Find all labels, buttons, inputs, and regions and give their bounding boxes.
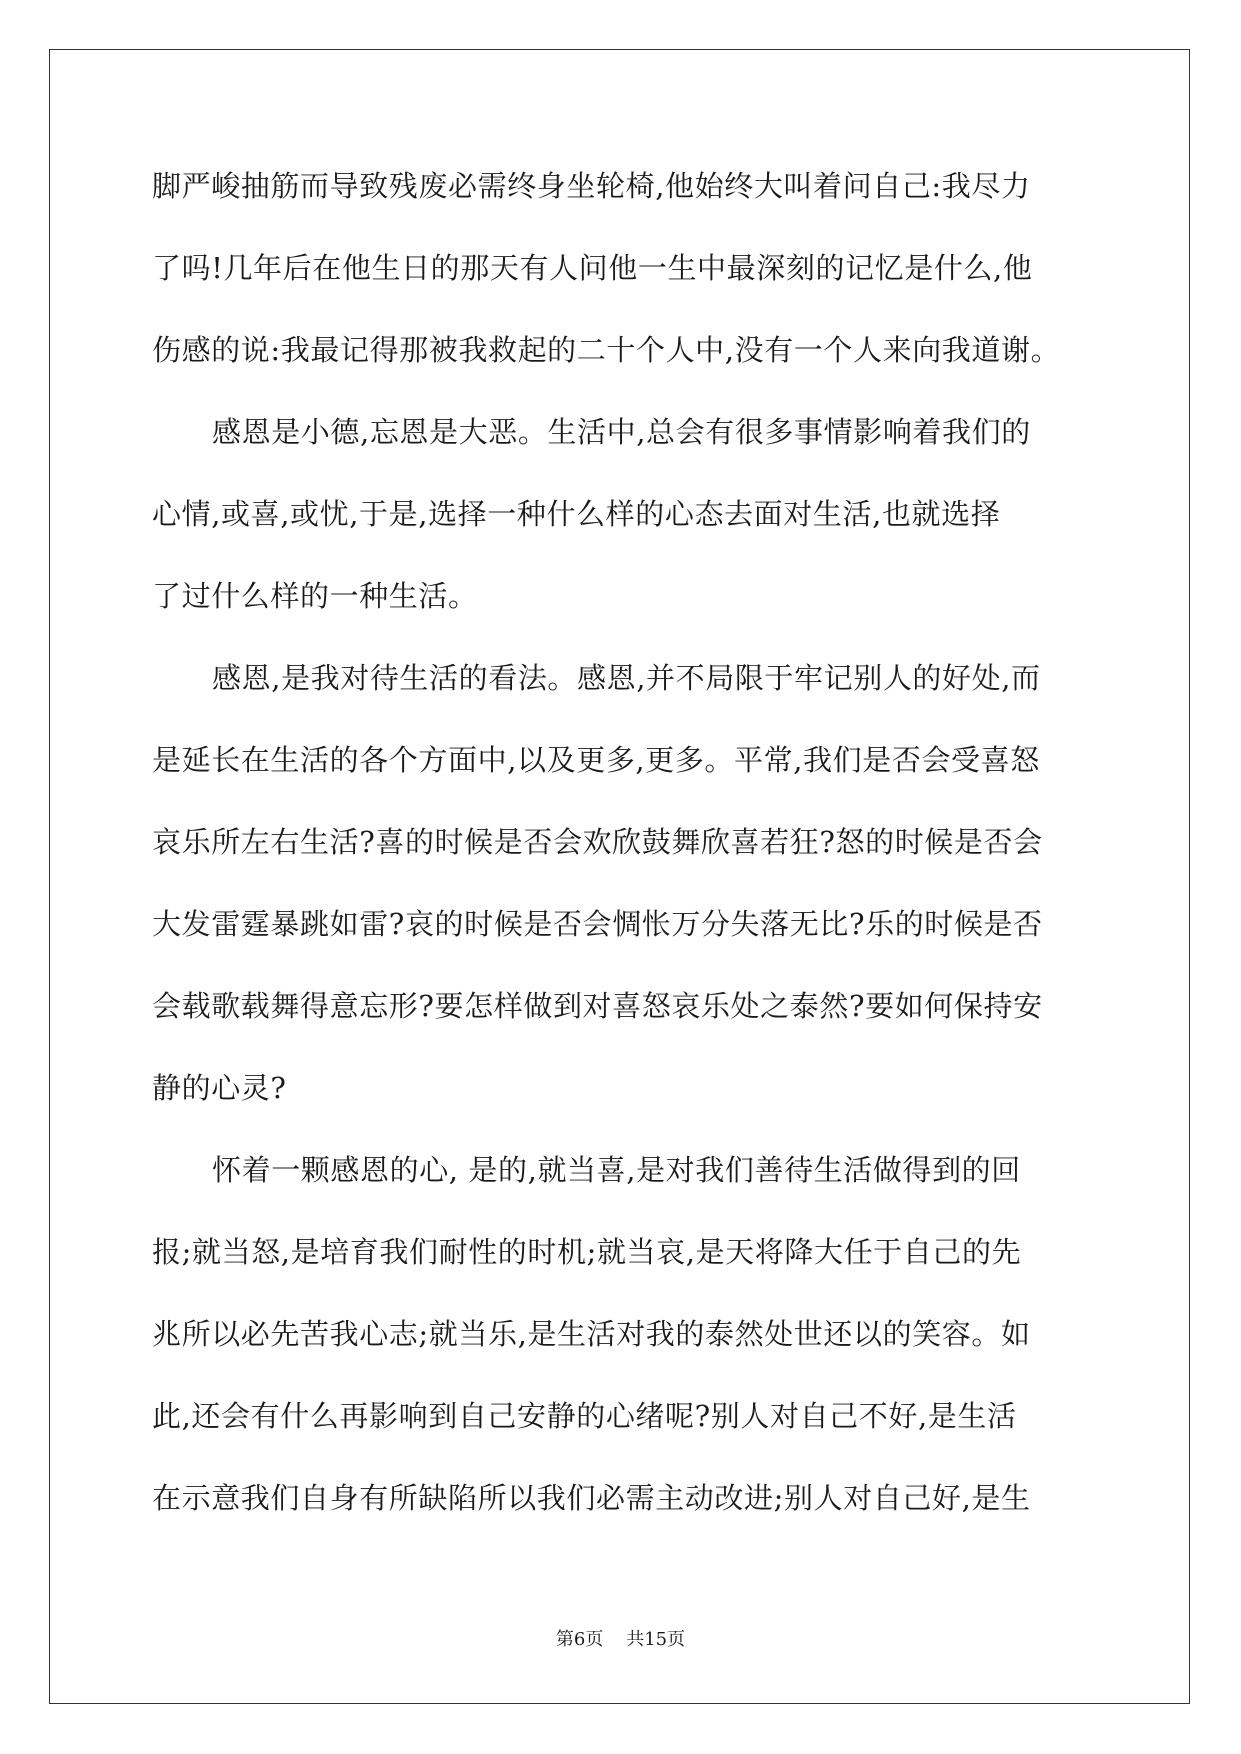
text-line: 是延长在生活的各个方面中,以及更多,更多。平常,我们是否会受喜怒 [152,743,1040,777]
text-line: 报;就当怒,是培育我们耐性的时机;就当哀,是天将降大任于自己的先 [152,1235,1022,1269]
text-line: 了过什么样的一种生活。 [152,579,478,613]
text-line: 此,还会有什么再影响到自己安静的心绪呢?别人对自己不好,是生活 [152,1399,1017,1433]
text-line: 大发雷霆暴跳如雷?哀的时候是否会惆怅万分失落无比?乐的时候是否 [152,907,1043,941]
text-line: 静的心灵? [152,1071,287,1105]
text-line: 兆所以必先苦我心志;就当乐,是生活对我的泰然处世还以的笑容。如 [152,1317,1031,1351]
text-line: 哀乐所左右生活?喜的时候是否会欢欣鼓舞欣喜若狂?怒的时候是否会 [152,825,1043,859]
page-total: 共15页 [626,1629,686,1650]
text-line: 脚严峻抽筋而导致残废必需终身坐轮椅,他始终大叫着问自己:我尽力 [152,169,1031,203]
document-body [152,160,1092,1554]
text-line: 伤感的说:我最记得那被我救起的二十个人中,没有一个人来向我道谢。 [152,333,1061,367]
page-number: 第6页 [555,1629,604,1650]
text-line: 了吗!几年后在他生日的那天有人问他一生中最深刻的记忆是什么,他 [152,251,1033,285]
text-line: 会载歌载舞得意忘形?要怎样做到对喜怒哀乐处之泰然?要如何保持安 [152,989,1043,1023]
paragraph-start-line: 感恩是小德,忘恩是大恶。生活中,总会有很多事情影响着我们的 [212,415,1031,449]
page-footer [0,1625,1241,1651]
text-line: 心情,或喜,或忧,于是,选择一种什么样的心态去面对生活,也就选择 [152,497,1001,531]
paragraph-start-line: 怀着一颗感恩的心, 是的,就当喜,是对我们善待生活做得到的回 [212,1153,1021,1187]
text-line: 在示意我们自身有所缺陷所以我们必需主动改进;别人对自己好,是生 [152,1481,1031,1515]
paragraph-start-line: 感恩,是我对待生活的看法。感恩,并不局限于牢记别人的好处,而 [212,661,1041,695]
